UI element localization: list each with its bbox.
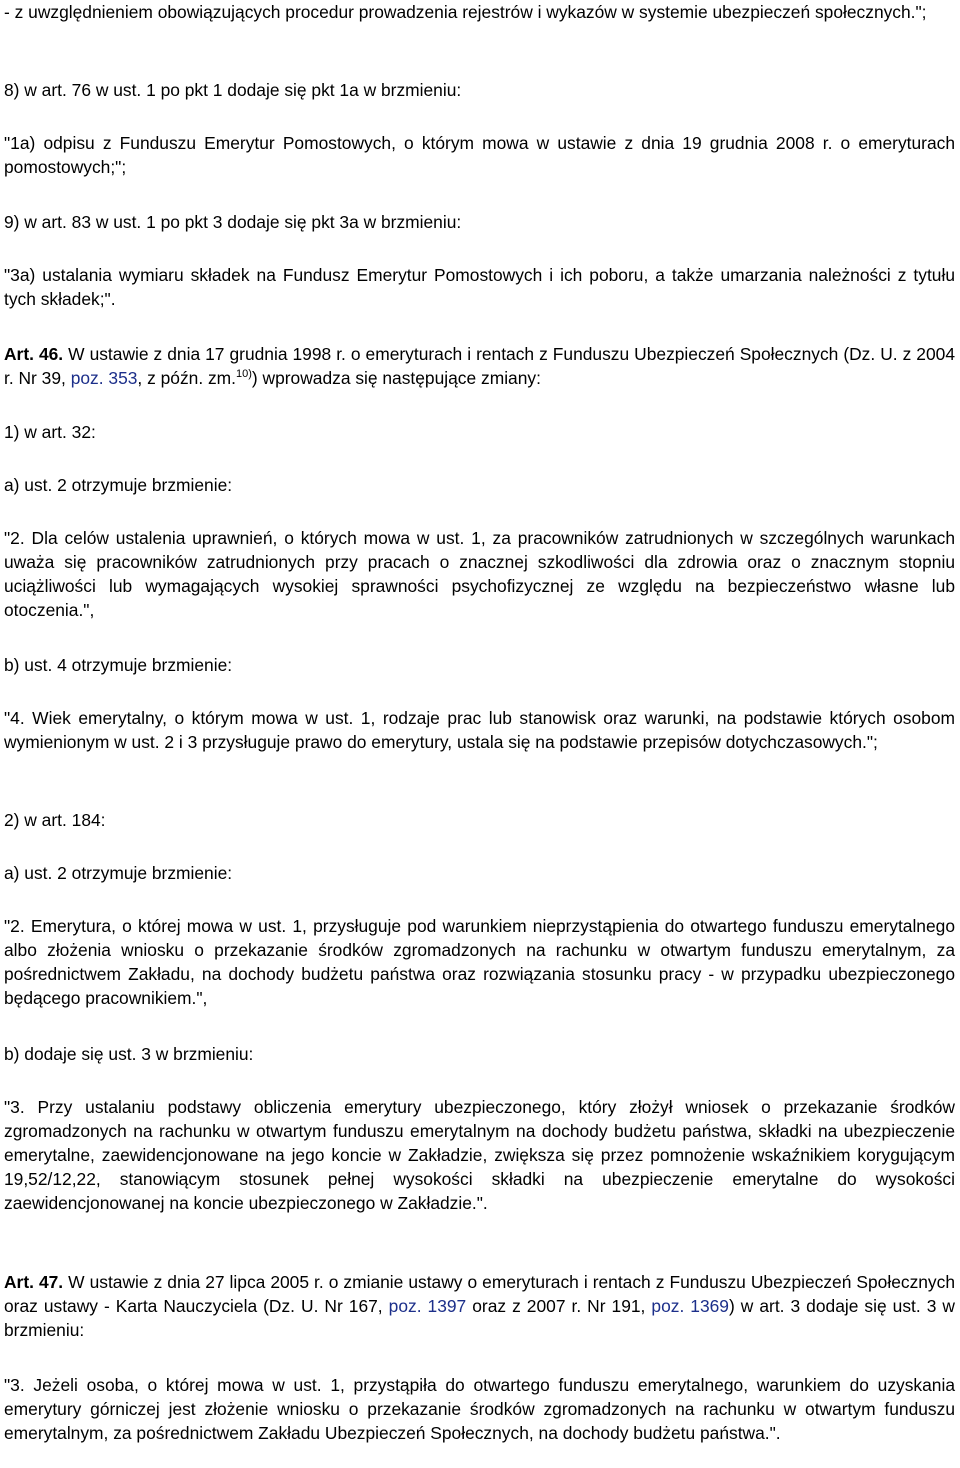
quote-ust-2: "2. Dla celów ustalenia uprawnień, o których mowa w ust. 1, za pracowników zatrudnionych w szczególnych warunkach uważa się pracowników zatrudnionych przy pracach o znacznej szkodliwości dla zdrowia oraz o znacznym stopniu uciążliwości lub wymagających wysokiej sprawności psychofizycznej ze względu na bezpieczeństwo własne lub otoczenia.", <box>4 528 955 620</box>
article-47 <box>4 1270 955 1342</box>
quote-1a: "1a) odpisu z Funduszu Emerytur Pomostowych, o którym mowa w ustawie z dnia 19 grudnia 2008 r. o emeryturach pomostowych;"; <box>4 133 955 177</box>
article-text: , z późn. zm. <box>137 368 236 388</box>
ref-link[interactable]: 1397 <box>427 1296 467 1316</box>
ref-link[interactable]: 1369 <box>690 1296 729 1316</box>
item-1a: a) ust. 2 otrzymuje brzmienie: <box>4 475 233 495</box>
article-46 <box>4 342 955 390</box>
ref-link[interactable]: poz. <box>388 1296 422 1316</box>
item-8: 8) w art. 76 w ust. 1 po pkt 1 dodaje się pkt 1a w brzmieniu: <box>4 80 462 100</box>
article-text: W ustawie z dnia 27 lipca 2005 r. o zmianie ustawy o emeryturach i rentach z Funduszu Ubezpieczeń Społecznych oraz ustawy - Karta Nauczyciela (Dz. U. Nr 167, <box>4 1272 955 1316</box>
article-text: ) w art. 3 dodaje się ust. 3 w brzmieniu: <box>4 1296 955 1340</box>
article-text: oraz z 2007 r. Nr 191, <box>466 1296 652 1316</box>
item-2: 2) w art. 184: <box>4 810 106 830</box>
quote-ust-4: "4. Wiek emerytalny, o którym mowa w ust. 1, rodzaje prac lub stanowisk oraz warunki, na podstawie których osobom wymienionym w ust. 2 i 3 przysługuje prawo do emerytury, ustala się na podstawie przepisów dotychczasowych."; <box>4 708 955 752</box>
item-2a: a) ust. 2 otrzymuje brzmienie: <box>4 863 233 883</box>
item-1b: b) ust. 4 otrzymuje brzmienie: <box>4 655 233 675</box>
ref-link[interactable]: 353 <box>108 368 138 388</box>
article-text: W ustawie z dnia 17 grudnia 1998 r. o emeryturach i rentach z Funduszu Ubezpieczeń Społecznych (Dz. U. z 2004 r. Nr 39, <box>4 344 955 388</box>
article-text: ) wprowadza się następujące zmiany: <box>251 368 541 388</box>
ref-link[interactable]: poz. <box>70 368 104 388</box>
paragraph-closing-quote: - z uwzględnieniem obowiązujących procedur prowadzenia rejestrów i wykazów w systemie ubezpieczeń społecznych."; <box>4 2 927 22</box>
item-2b: b) dodaje się ust. 3 w brzmieniu: <box>4 1044 254 1064</box>
quote-ust-3: "3. Przy ustalaniu podstawy obliczenia emerytury ubezpieczonego, który złożył wniosek o przekazanie środków zgromadzonych na rachunku w otwartym funduszu emerytalnym na dochody budżetu państwa, składki na ubezpieczenie emerytalne, zaewidencjonowane na jego koncie w Zakładzie, zwiększa się przez pomnożenie wskaźnikiem korygującym 19,52/12,22, stanowiącym stosunek pełnej wysokości składki na ubezpieczenie emerytalne do wysokości zaewidencjonowanej na koncie ubezpieczonego w Zakładzie.". <box>4 1097 955 1213</box>
article-label: Art. 46. <box>4 344 64 364</box>
ref-link[interactable]: poz. <box>651 1296 685 1316</box>
footnote-ref: 10) <box>236 368 252 381</box>
quote-3a: "3a) ustalania wymiaru składek na Fundusz Emerytur Pomostowych i ich poboru, a także umarzania należności z tytułu tych składek;". <box>4 265 955 309</box>
article-label: Art. 47. <box>4 1272 64 1292</box>
quote-jezeli: "3. Jeżeli osoba, o której mowa w ust. 1, przystąpiła do otwartego funduszu emerytalnego, warunkiem do uzyskania emerytury górniczej jest złożenie wniosku o przekazanie środków zgromadzonych na rachunku w otwartym funduszu emerytalnym, za pośrednictwem Zakładu Ubezpieczeń Społecznych, na dochody budżetu państwa.". <box>4 1375 955 1443</box>
item-1: 1) w art. 32: <box>4 422 96 442</box>
item-9: 9) w art. 83 w ust. 1 po pkt 3 dodaje się pkt 3a w brzmieniu: <box>4 212 462 232</box>
quote-emerytura: "2. Emerytura, o której mowa w ust. 1, przysługuje pod warunkiem nieprzystąpienia do otwartego funduszu emerytalnego albo złożenia wniosku o przekazanie środków zgromadzonych na rachunku w otwartym funduszu emerytalnym, za pośrednictwem Zakładu, na dochody budżetu państwa oraz rozwiązania stosunku pracy - w przypadku ubezpieczonego będącego pracownikiem.", <box>4 916 955 1008</box>
